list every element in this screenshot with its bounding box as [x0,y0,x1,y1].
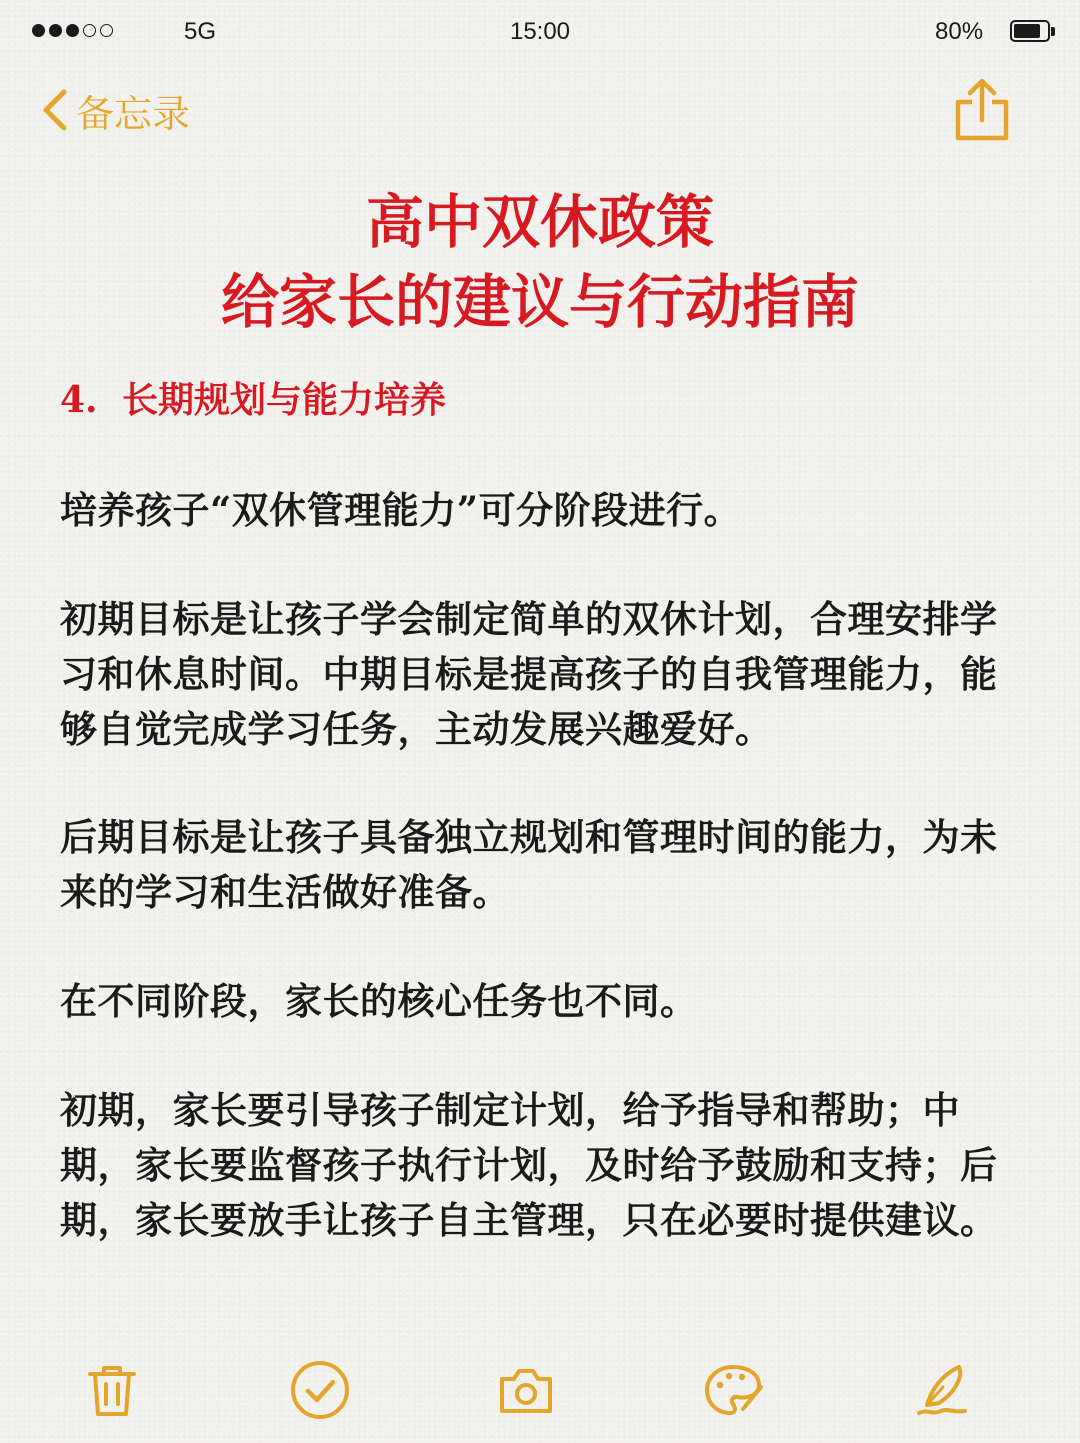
checklist-icon [289,1359,351,1421]
bottom-toolbar [0,1352,1080,1432]
battery-tip [1051,27,1055,36]
palette-icon [703,1363,765,1417]
page-title [0,182,1080,342]
battery-percentage: 80% [935,18,984,45]
camera-button[interactable] [488,1352,564,1428]
section-heading [60,372,446,428]
delete-button[interactable] [74,1352,150,1428]
section-heading-text: 长期规划与能力培养 [122,379,447,421]
checklist-button[interactable] [282,1352,358,1428]
title-line-2: 给家长的建议与行动指南 [220,268,859,336]
status-time: 15:00 [509,18,571,45]
battery-icon [1010,20,1050,42]
camera-icon [498,1365,554,1415]
share-button[interactable] [950,76,1014,144]
paragraph-2: 初期目标是让孩子学会制定简单的双休计划，合理安排学习和休息时间。中期目标是提高孩子的自我管理能力，能够自觉完成学习任务，主动发展兴趣爱好。 [60,597,998,751]
battery-level [1014,24,1040,38]
trash-icon [86,1362,138,1418]
share-icon [950,76,1014,144]
back-button-label: 备忘录 [76,93,191,136]
pen-icon [913,1361,971,1419]
carrier-label: 5G [184,18,217,45]
paragraph-1: 培养孩子“双休管理能力”可分阶段进行。 [60,488,742,532]
paragraph-4: 在不同阶段，家长的核心任务也不同。 [60,979,698,1023]
compose-button[interactable] [904,1352,980,1428]
title-line-1: 高中双休政策 [365,188,714,256]
chevron-left-icon [40,88,70,132]
status-bar [0,0,1080,64]
section-number: 4. [60,379,98,421]
paragraph-3: 后期目标是让孩子具备独立规划和管理时间的能力，为未来的学习和生活做好准备。 [60,815,998,914]
markup-button[interactable] [696,1352,772,1428]
back-button[interactable] [40,82,190,138]
paragraph-5: 初期，家长要引导孩子制定计划，给予指导和帮助；中期，家长要监督孩子执行计划，及时给予鼓励和支持；后期，家长要放手让孩子自主管理，只在必要时提供建议。 [60,1088,998,1242]
